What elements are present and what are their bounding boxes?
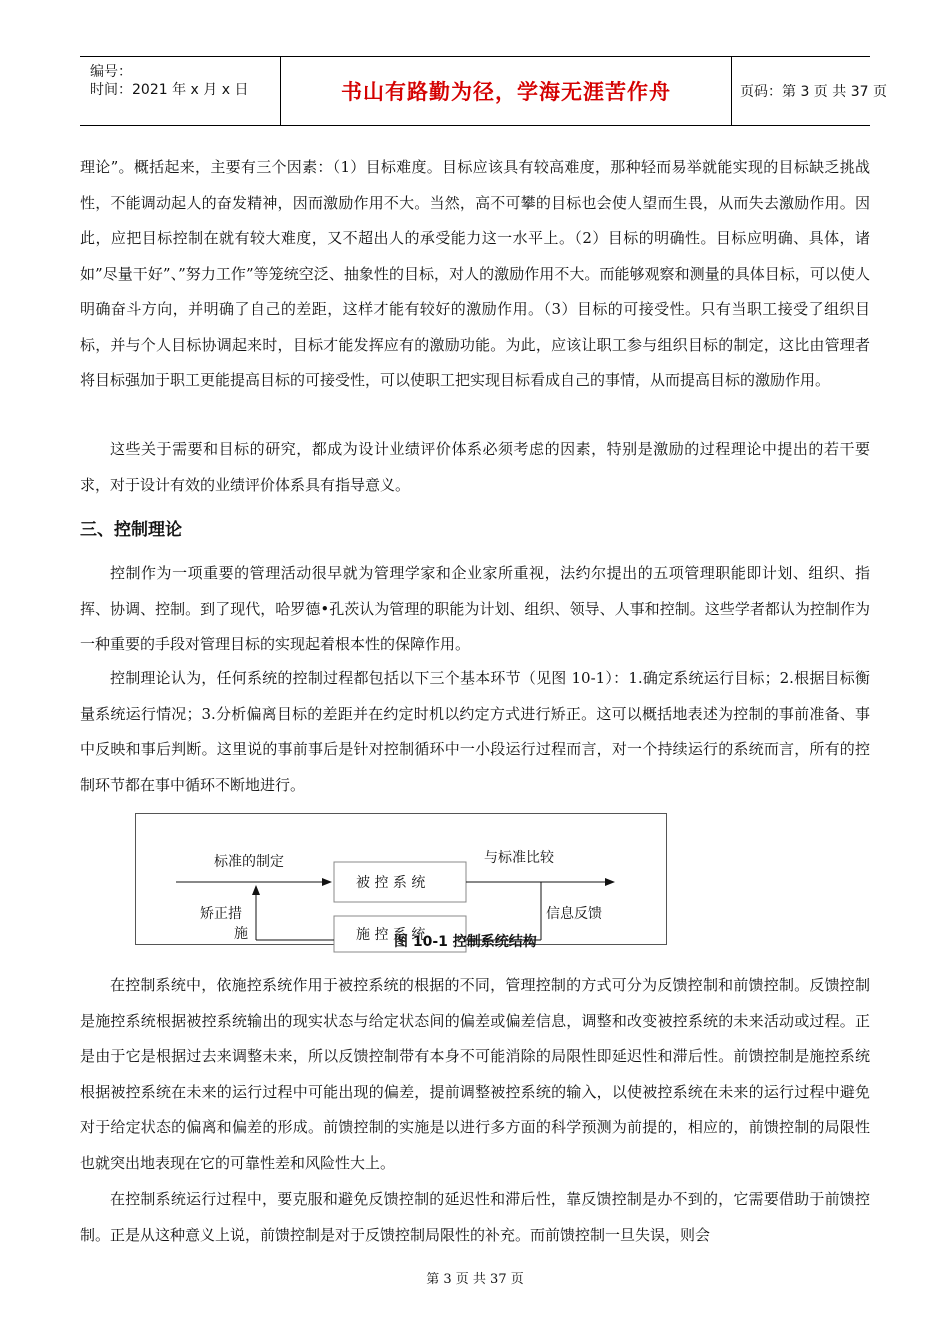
paragraph-summary: 这些关于需要和目标的研究，都成为设计业绩评价体系必须考虑的因素，特别是激励的过程理论中提出的若干要求，对于设计有效的业绩评价体系具有指导意义。 bbox=[80, 440, 870, 494]
paragraph-control-types: 在控制系统中，依施控系统作用于被控系统的根据的不同，管理控制的方式可分为反馈控制和前馈控制。反馈控制是施控系统根据被控系统输出的现实状态与给定状态间的偏差或偏差信息，调整和改变被控系统的未来活动或过程。正是由于它是根据过去来调整未来，所以反馈控制带有本身不可能消除的局限性即延迟性和滞后性。前馈控制是施控系统根据被控系统在未来的运行过程中可能出现的偏差，提前调整被控系统的输入，以使被控系统在未来的运行过程中避免对于给定状态的偏离和偏差的形成。前馈控制的实施是以进行多方面的科学预测为前提的，相应的，前馈控制的局限性也就突出地表现在它的可靠性差和风险性大上。 bbox=[80, 976, 870, 1172]
header-left-cell bbox=[80, 57, 280, 125]
control-system-diagram bbox=[135, 813, 667, 950]
label-standard: 标准的制定 bbox=[214, 854, 284, 870]
diagram-caption: 图 10-1 控制系统结构 bbox=[394, 934, 537, 950]
number-label: 编号： bbox=[90, 64, 132, 80]
label-correction-1: 矫正措 bbox=[200, 906, 242, 922]
diagram-svg bbox=[136, 814, 666, 950]
page-footer: 第 3 页 共 37 页 bbox=[426, 1272, 524, 1287]
paragraph-goal-factors: 理论”。概括起来，主要有三个因素：（1）目标难度。目标应该具有较高难度，那种轻而易举就能实现的目标缺乏挑战性，不能调动起人的奋发精神，因而激励作用不大。当然，高不可攀的目标也会使人望而生畏，从而失去激励作用。因此，应把目标控制在就有较大难度，又不超出人的承受能力这一水平上。（2）目标的明确性。目标应明确、具体，诸如”尽量干好”、”努力工作”等笼统空泛、抽象性的目标，对人的激励作用不大。而能够观察和测量的具体目标，可以使人明确奋斗方向，并明确了自己的差距，这样才能有较好的激励作用。（3）目标的可接受性。只有当职工接受了组织目标，并与个人目标协调起来时，目标才能发挥应有的激励功能。为此，应该让职工参与组织目标的制定，这比由管理者将目标强加于职工更能提高目标的可接受性，可以使职工把实现目标看成自己的事情，从而提高目标的激励作用。 bbox=[80, 158, 870, 389]
paragraph-feedforward: 在控制系统运行过程中，要克服和避免反馈控制的延迟性和滞后性，靠反馈控制是办不到的，它需要借助于前馈控制。正是从这种意义上说，前馈控制是对于反馈控制局限性的补充。而前馈控制一旦失误，则会 bbox=[80, 1190, 870, 1244]
paragraph-control-intro: 控制作为一项重要的管理活动很早就为管理学家和企业家所重视，法约尔提出的五项管理职能即计划、组织、指挥、协调、控制。到了现代，哈罗德•孔茨认为管理的职能为计划、组织、领导、人事和控制。这些学者都认为控制作为一种重要的手段对管理目标的实现起着根本性的保障作用。 bbox=[80, 564, 870, 653]
label-feedback: 信息反馈 bbox=[546, 906, 602, 922]
section-heading: 三、控制理论 bbox=[80, 520, 182, 540]
paragraph-control-theory: 控制理论认为，任何系统的控制过程都包括以下三个基本环节（见图 10-1）：1.确定系统运行目标；2.根据目标衡量系统运行情况；3.分析偏离目标的差距并在约定时机以约定方式进行矫正。这可以概括地表述为控制的事前准备、事中反映和事后判断。这里说的事前事后是针对控制循环中一小段运行过程而言，对一个持续运行的系统而言，所有的控制环节都在事中循环不断地进行。 bbox=[80, 669, 870, 794]
controlled-system-label: 被 控 系 统 bbox=[356, 875, 426, 891]
label-correction-2: 施 bbox=[234, 926, 248, 942]
time-label: 时间：2021 年 x 月 x 日 bbox=[90, 82, 249, 98]
document-header bbox=[80, 56, 887, 126]
label-compare: 与标准比较 bbox=[484, 850, 554, 866]
header-motto: 书山有路勤为径，学海无涯苦作舟 bbox=[280, 57, 732, 125]
header-page-info: 页码：第 3 页 共 37 页 bbox=[740, 84, 887, 100]
controlling-system-label: 施 控 系 统 bbox=[356, 927, 426, 943]
